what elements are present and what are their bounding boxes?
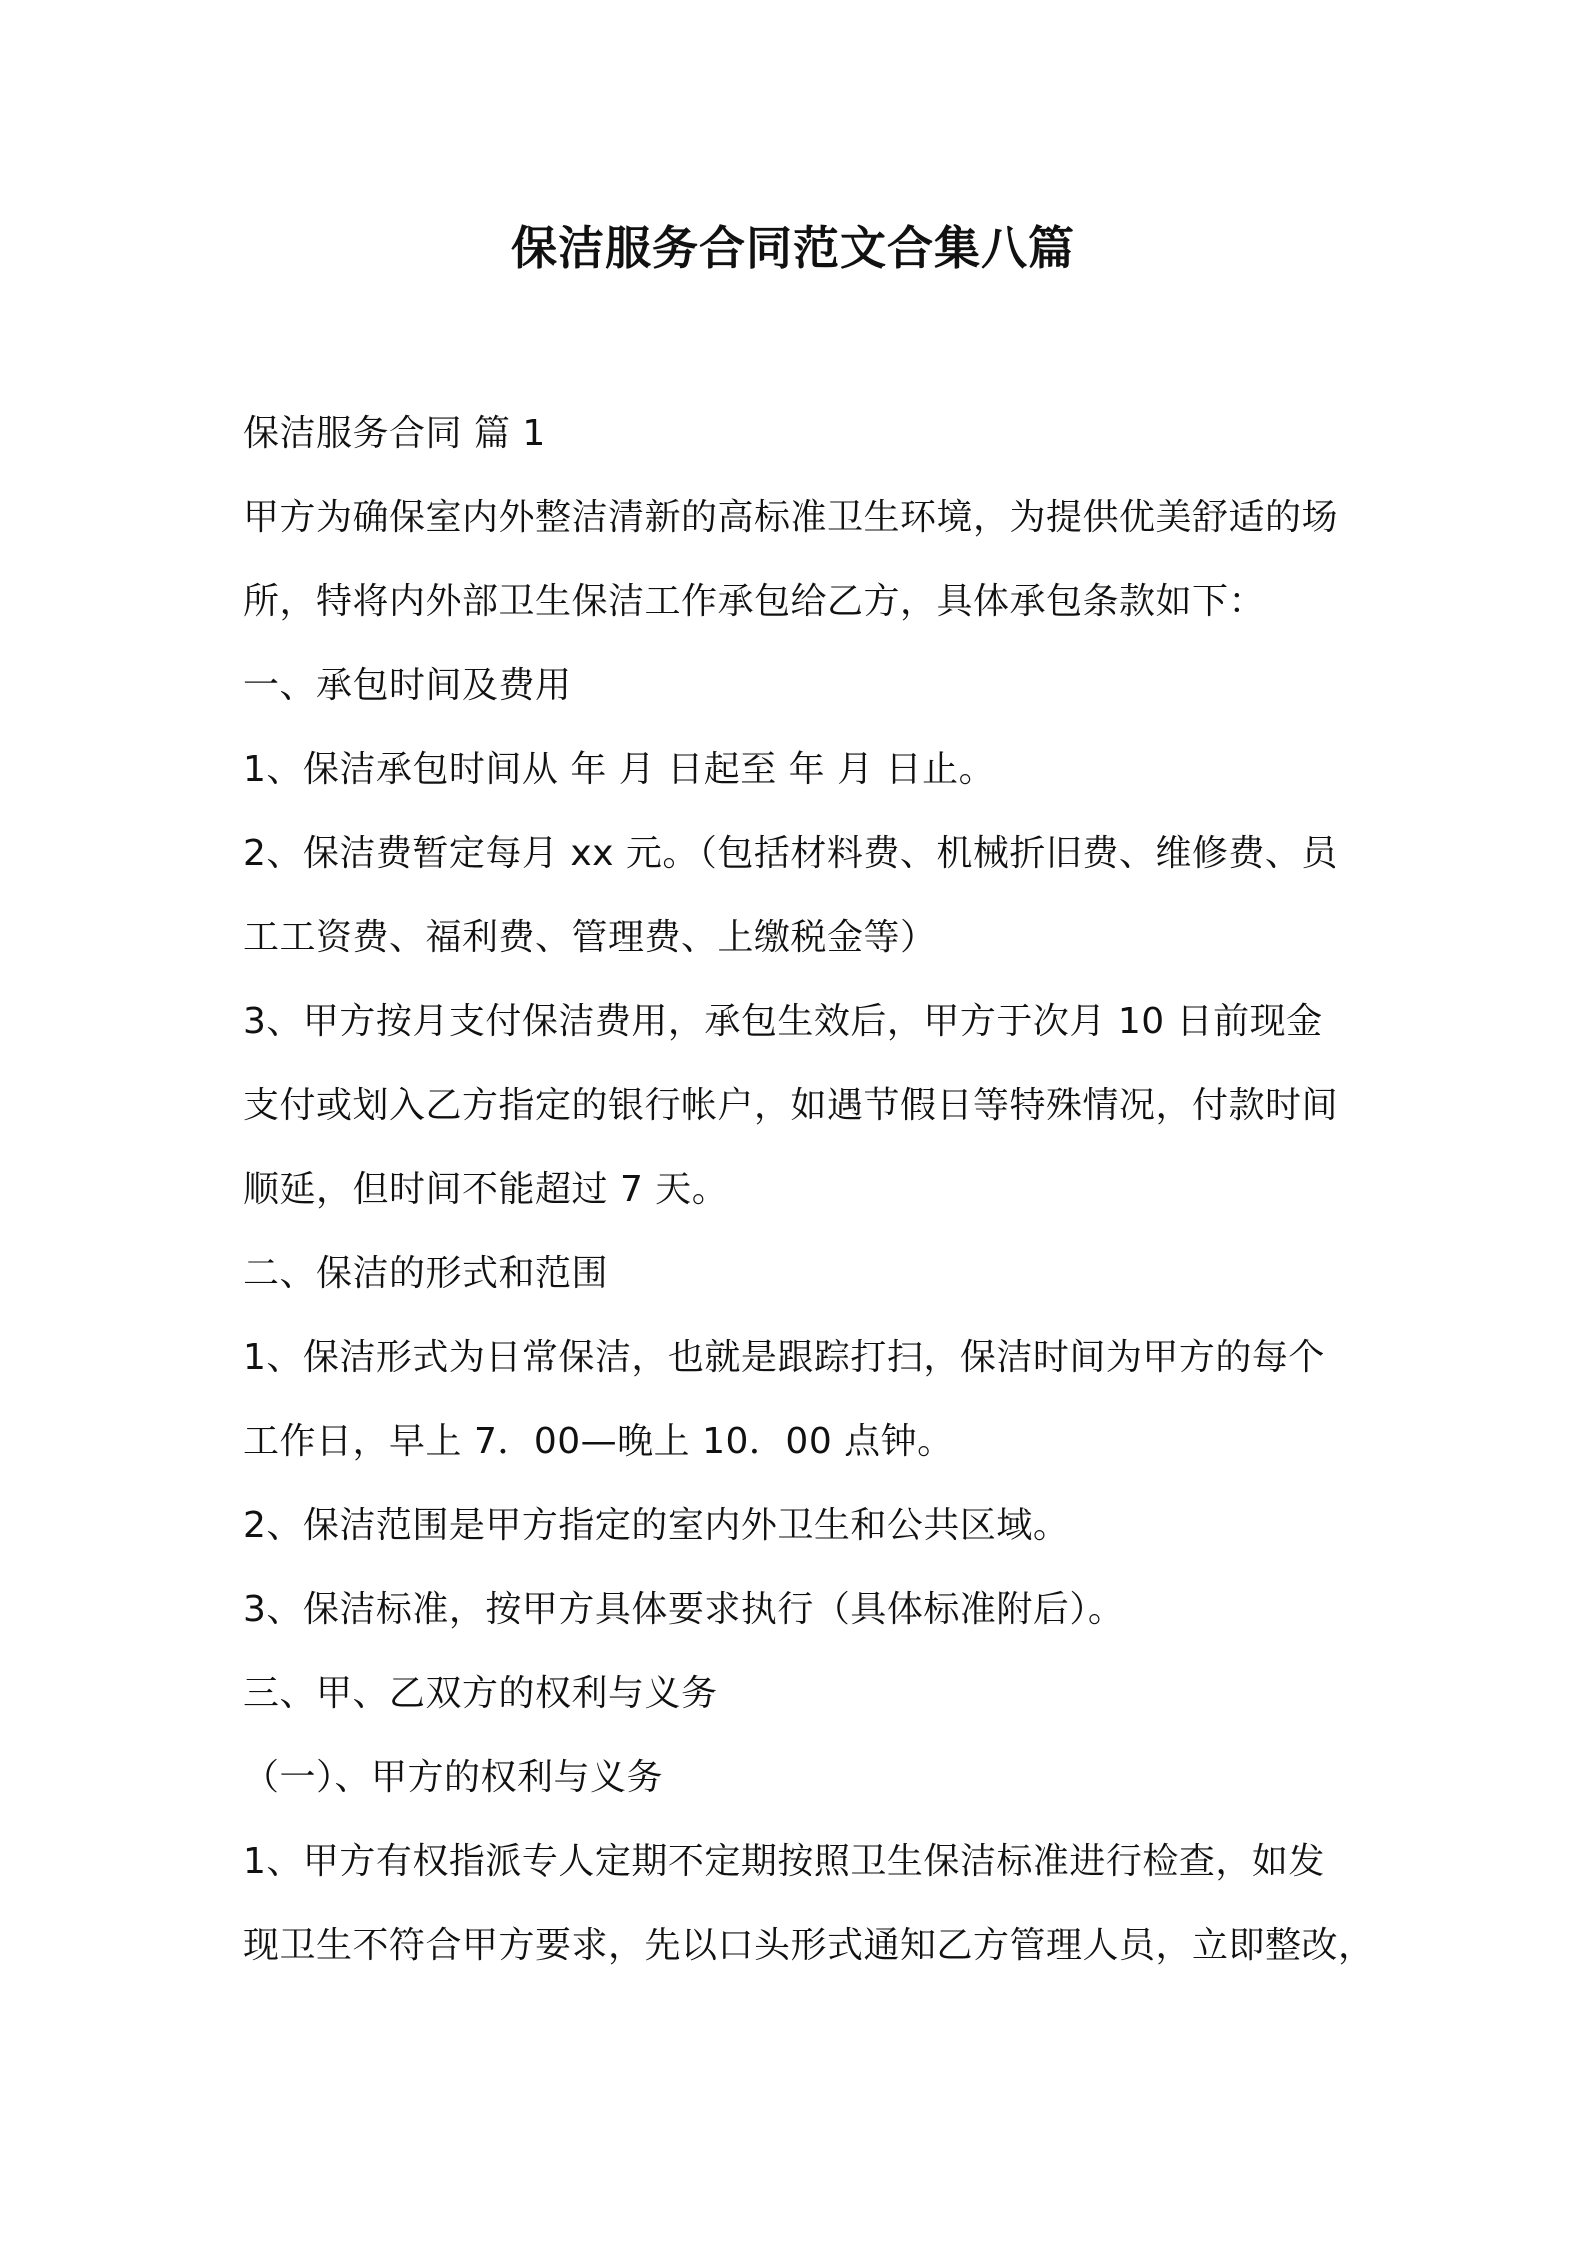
paragraph-line: 顺延，但时间不能超过 7 天。 <box>243 1169 729 1210</box>
clause-heading: 一、承包时间及费用 <box>243 665 572 706</box>
paragraph-line: 2、保洁费暂定每月 xx 元。（包括材料费、机械折旧费、维修费、员 <box>243 833 1338 874</box>
paragraph-line: 支付或划入乙方指定的银行帐户，如遇节假日等特殊情况，付款时间 <box>243 1085 1339 1126</box>
document-title: 保洁服务合同范文合集八篇 <box>511 221 1075 275</box>
paragraph-line: 1、保洁形式为日常保洁，也就是跟踪打扫，保洁时间为甲方的每个 <box>243 1337 1325 1378</box>
sub-clause-heading: （一）、甲方的权利与义务 <box>243 1757 664 1798</box>
section-heading: 保洁服务合同 篇 1 <box>243 413 546 454</box>
paragraph-line: 甲方为确保室内外整洁清新的高标准卫生环境，为提供优美舒适的场 <box>243 497 1339 538</box>
paragraph-line: 工作日，早上 7．00—晚上 10．00 点钟。 <box>243 1421 954 1462</box>
paragraph-line: 1、甲方有权指派专人定期不定期按照卫生保洁标准进行检查，如发 <box>243 1841 1325 1882</box>
paragraph-line: 2、保洁范围是甲方指定的室内外卫生和公共区域。 <box>243 1505 1070 1546</box>
paragraph-line: 1、保洁承包时间从 年 月 日起至 年 月 日止。 <box>243 749 996 790</box>
clause-heading: 三、甲、乙双方的权利与义务 <box>243 1673 718 1714</box>
paragraph-line: 3、甲方按月支付保洁费用，承包生效后，甲方于次月 10 日前现金 <box>243 1001 1323 1042</box>
paragraph-line: 3、保洁标准，按甲方具体要求执行（具体标准附后）。 <box>243 1589 1125 1630</box>
clause-heading: 二、保洁的形式和范围 <box>243 1253 609 1294</box>
paragraph-line: 工工资费、福利费、管理费、上缴税金等） <box>243 917 937 958</box>
paragraph-line: 现卫生不符合甲方要求，先以口头形式通知乙方管理人员，立即整改， <box>243 1925 1375 1966</box>
paragraph-line: 所，特将内外部卫生保洁工作承包给乙方，具体承包条款如下： <box>243 581 1266 622</box>
